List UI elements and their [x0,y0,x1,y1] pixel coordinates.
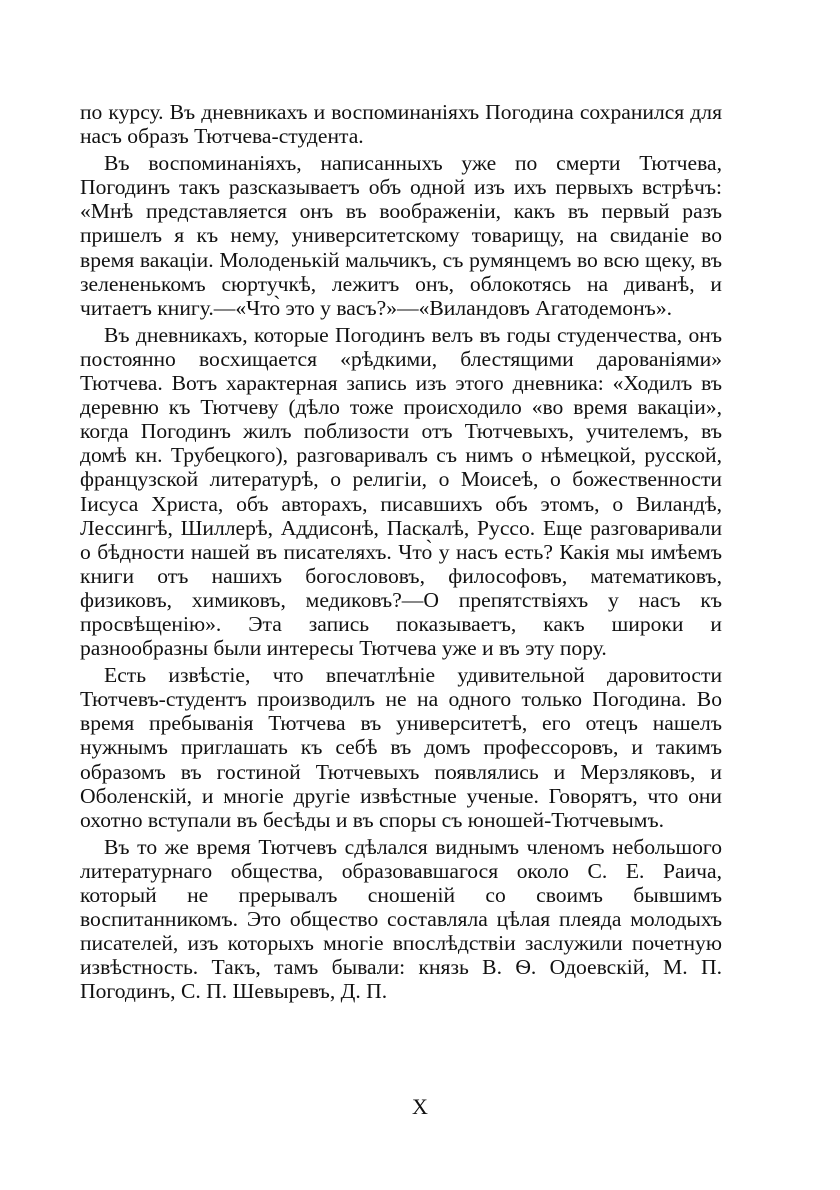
paragraph-professors: Есть извѣстіе, что впечатлѣніе удивительной даровитости Тютчевъ-студентъ производилъ не на одного только Погодина. Во время пребыванія Тютчева въ университетѣ, его отецъ нашелъ нужнымъ приглашать къ себѣ въ домъ профессоровъ, и такимъ образомъ въ гостиной Тютчевыхъ появлялись и Мерзляковъ, и Оболенскій, и многіе другіе извѣстные ученые. Говорятъ, что они охотно вступали въ бесѣды и въ споры съ юношей-Тютчевымъ. [80,663,722,832]
paragraph-literary-society: Въ то же время Тютчевъ сдѣлался виднымъ членомъ небольшого литературнаго общества, образовавшагося около С. Е. Раича, который не прерывалъ сношеній со своимъ бывшимъ воспитанникомъ. Это общество составляла цѣлая плеяда молодыхъ писателей, изъ которыхъ многіе впослѣдствіи заслужили почетную извѣстность. Такъ, тамъ бывали: князь В. Ѳ. Одоевскій, М. П. Погодинъ, С. П. Шевыревъ, Д. П. [80,834,722,1004]
page-body-text [80,100,722,1003]
paragraph-diaries: Въ дневникахъ, которые Погодинъ велъ въ годы студенчества, онъ постоянно восхищается «рѣдкими, блестящими дарованіями» Тютчева. Вотъ характерная запись изъ этого дневника: «Ходилъ въ деревню къ Тютчеву (дѣло тоже происходило «во время вакаціи», когда Погодинъ жилъ поблизости отъ Тютчевыхъ, учителемъ, въ домѣ кн. Трубецкого), разговаривалъ съ нимъ о нѣмецкой, русской, французской литературѣ, о религіи, о Моисеѣ, о божественности Іисуса Христа, объ авторахъ, писавшихъ объ этомъ, о Виландѣ, Лессингѣ, Шиллерѣ, Аддисонѣ, Паскалѣ, Руссо. Еще разговаривали о бѣдности нашей въ писателяхъ. Что̀ у насъ есть? Какія мы имѣемъ книги отъ нашихъ богослововъ, философовъ, математиковъ, физиковъ, химиковъ, медиковъ?—О препятствіяхъ у насъ къ просвѣщенію». Эта запись показываетъ, какъ широки и разнообразны были интересы Тютчева уже и въ эту пору. [80,322,722,661]
paragraph-memoirs: Въ воспоминаніяхъ, написанныхъ уже по смерти Тютчева, Погодинъ такъ разсказываетъ объ одной изъ ихъ первыхъ встрѣчъ: «Мнѣ представляется онъ въ воображеніи, какъ въ первый разъ пришелъ я къ нему, университетскому товарищу, на свиданіе во время вакаціи. Молоденькій мальчикъ, съ румянцемъ во всю щеку, въ зелененькомъ сюртучкѣ, лежитъ онъ, облокотясь на диванѣ, и читаетъ книгу.—«Что̀ это у васъ?»—«Виландовъ Агатодемонъ». [80,151,722,320]
paragraph-continuation: по курсу. Въ дневникахъ и воспоминаніяхъ Погодина сохранился для насъ образъ Тютчева-студента. [80,100,722,149]
page-number: X [412,1094,428,1119]
